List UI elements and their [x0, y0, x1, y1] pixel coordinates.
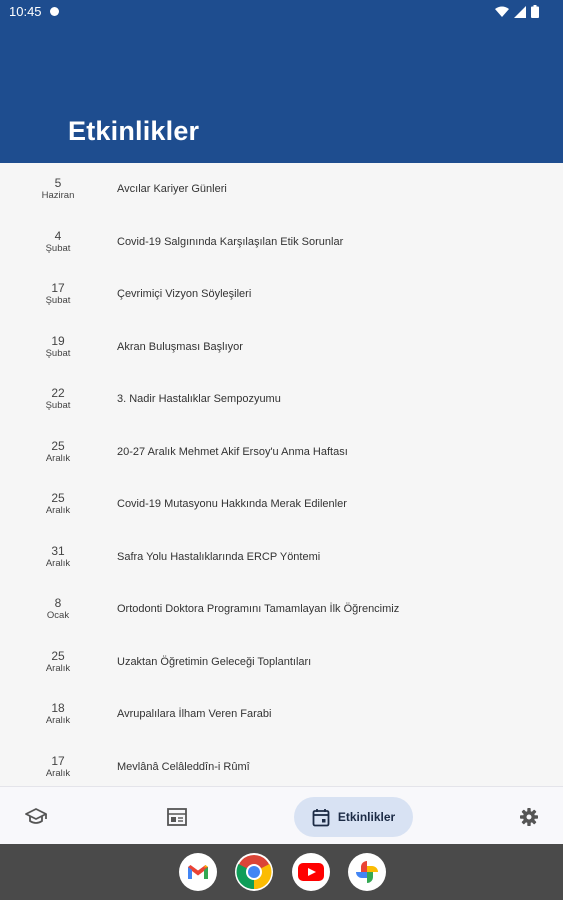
- event-title: Avcılar Kariyer Günleri: [117, 183, 227, 195]
- event-month: Aralık: [45, 715, 71, 726]
- chrome-icon: [236, 854, 272, 890]
- event-title: Çevrimiçi Vizyon Söyleşileri: [117, 288, 252, 300]
- event-day: 17: [51, 753, 65, 768]
- event-title: Safra Yolu Hastalıklarında ERCP Yöntemi: [117, 550, 321, 563]
- event-day: 5: [54, 176, 62, 190]
- event-month: Şubat: [45, 295, 71, 306]
- gmail-app[interactable]: [179, 853, 217, 891]
- list-item[interactable]: [0, 688, 563, 741]
- event-date: [20, 755, 96, 780]
- events-list[interactable]: [0, 163, 563, 786]
- photos-icon: [354, 859, 380, 885]
- event-month: Şubat: [45, 347, 71, 359]
- event-day: 25: [51, 648, 65, 663]
- list-item[interactable]: [0, 321, 563, 374]
- nav-events[interactable]: [294, 797, 413, 837]
- event-title: 20-27 Aralık Mehmet Akif Ersoy'u Anma Haftası: [117, 445, 348, 458]
- list-item[interactable]: [0, 531, 563, 584]
- list-item[interactable]: [0, 163, 563, 216]
- event-month: Aralık: [45, 662, 71, 674]
- message-notification-icon: [50, 7, 59, 16]
- event-day: 4: [54, 228, 62, 243]
- event-date: [20, 702, 96, 727]
- event-month: Şubat: [45, 400, 71, 411]
- photos-app[interactable]: [348, 853, 386, 891]
- list-item[interactable]: [0, 583, 563, 636]
- status-time: 10:45: [9, 4, 42, 19]
- list-item[interactable]: [0, 741, 563, 787]
- list-item[interactable]: [0, 426, 563, 479]
- wifi-icon: [495, 6, 509, 18]
- app-header: [0, 0, 563, 163]
- event-date: [20, 440, 96, 465]
- gmail-icon: [186, 863, 210, 881]
- event-month: Ocak: [46, 610, 70, 621]
- list-item[interactable]: [0, 216, 563, 269]
- event-month: Aralık: [45, 505, 71, 516]
- event-date: [20, 387, 96, 412]
- event-date: [20, 545, 96, 570]
- event-date: [20, 335, 96, 360]
- event-day: 31: [51, 543, 65, 558]
- settings-icon: [519, 807, 539, 827]
- page-title: Etkinlikler: [68, 116, 200, 146]
- event-date: [20, 177, 96, 202]
- signal-icon: [514, 6, 526, 18]
- bottom-navigation: [0, 786, 563, 844]
- youtube-icon: [298, 863, 324, 881]
- event-date: [20, 492, 96, 517]
- battery-icon: [531, 5, 539, 18]
- event-title: Avrupalılara İlham Veren Farabi: [117, 708, 272, 720]
- event-day: 17: [51, 281, 65, 295]
- event-month: Şubat: [45, 242, 71, 254]
- news-icon: [166, 807, 188, 827]
- nav-news[interactable]: [161, 797, 193, 837]
- school-icon: [25, 807, 47, 827]
- event-day: 8: [54, 596, 62, 610]
- event-title: 3. Nadir Hastalıklar Sempozyumu: [117, 393, 281, 405]
- status-bar: [0, 0, 563, 24]
- event-day: 25: [51, 491, 65, 505]
- nav-school[interactable]: [20, 797, 52, 837]
- nav-events-label: Etkinlikler: [337, 810, 396, 824]
- event-month: Aralık: [45, 767, 71, 779]
- event-title: Mevlânâ Celâleddîn-i Rûmî: [117, 760, 250, 773]
- nav-settings[interactable]: [513, 797, 545, 837]
- event-month: Aralık: [45, 452, 71, 464]
- event-day: 22: [51, 386, 65, 400]
- event-title: Covid-19 Salgınında Karşılaşılan Etik Sorunlar: [117, 235, 344, 248]
- list-item[interactable]: [0, 268, 563, 321]
- event-day: 18: [51, 701, 65, 715]
- status-icons: [495, 5, 539, 18]
- event-title: Akran Buluşması Başlıyor: [117, 340, 243, 353]
- event-title: Ortodonti Doktora Programını Tamamlayan İlk Öğrencimiz: [117, 603, 400, 615]
- event-date: [20, 282, 96, 307]
- event-date: [20, 230, 96, 255]
- event-month: Aralık: [45, 557, 71, 569]
- chrome-app[interactable]: [235, 853, 273, 891]
- list-item[interactable]: [0, 636, 563, 689]
- event-title: Covid-19 Mutasyonu Hakkında Merak Edilenler: [117, 498, 347, 510]
- event-day: 25: [51, 438, 65, 453]
- system-dock: [0, 844, 563, 900]
- list-item[interactable]: [0, 478, 563, 531]
- event-date: [20, 597, 96, 622]
- event-date: [20, 650, 96, 675]
- calendar-icon: [312, 808, 330, 827]
- event-day: 19: [51, 333, 65, 348]
- youtube-app[interactable]: [292, 853, 330, 891]
- event-title: Uzaktan Öğretimin Geleceği Toplantıları: [117, 655, 312, 668]
- event-month: Haziran: [41, 190, 75, 201]
- list-item[interactable]: [0, 373, 563, 426]
